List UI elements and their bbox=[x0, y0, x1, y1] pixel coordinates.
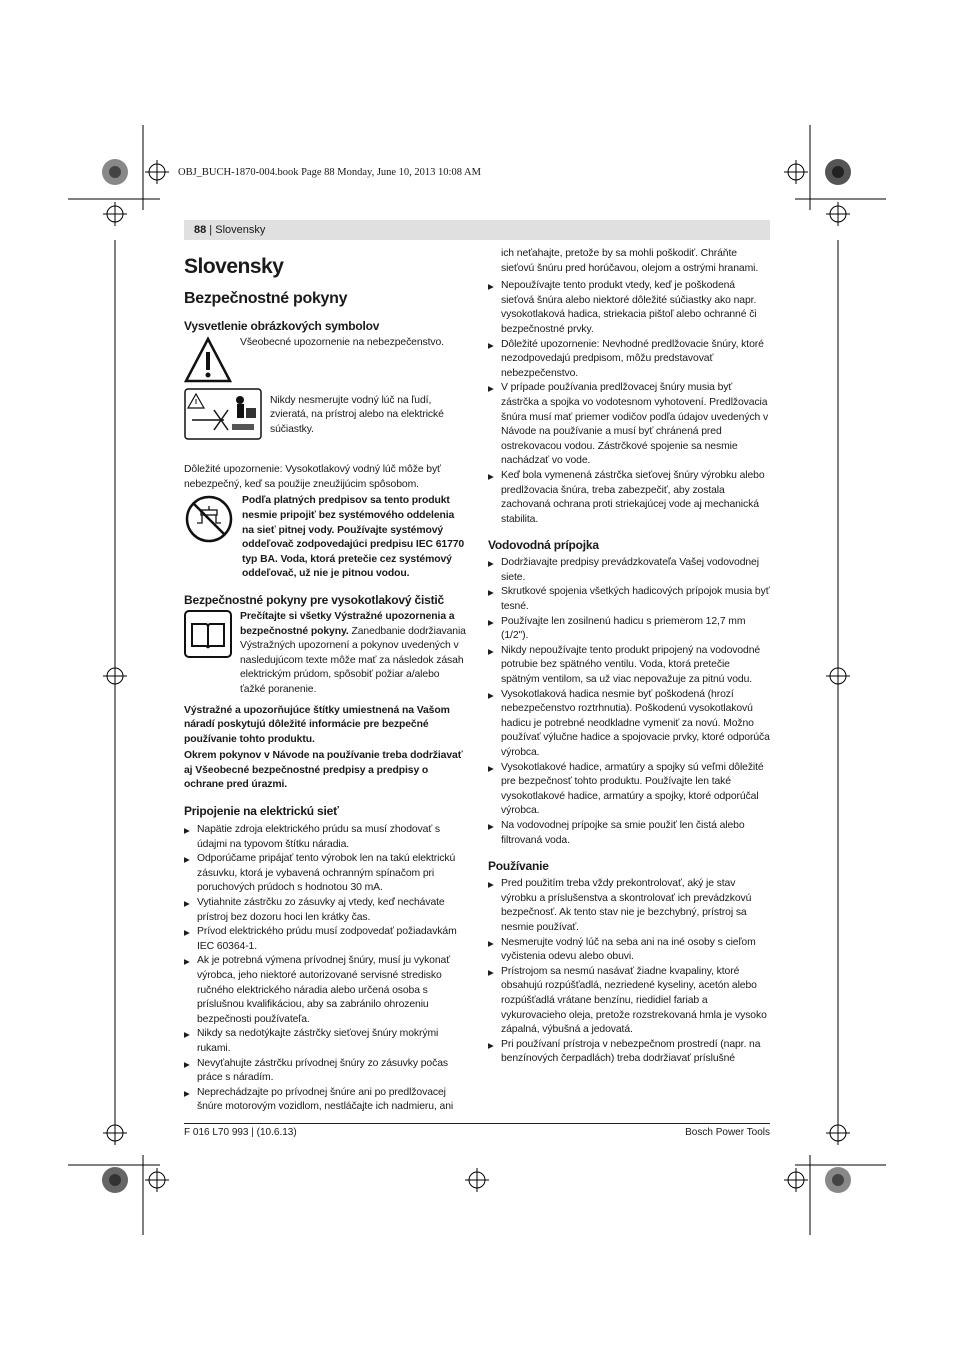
list-item: ▶ Vytiahnite zástrčku zo zásuvky aj vtedy, keď nechávate prístroj bez dozoru hoci len krátky čas. bbox=[184, 896, 466, 925]
list-item: ▶ Dôležité upozornenie: Nevhodné predlžovacie šnúry, ktoré nezodpovedajú predpisom, môžu predstavovať nebezpečenstvo. bbox=[488, 338, 770, 382]
footer-doc-code: F 016 L70 993 | (10.6.13) bbox=[184, 1127, 297, 1138]
footer-brand: Bosch Power Tools bbox=[685, 1127, 770, 1138]
list-item: ▶ Nevyťahujte zástrčku prívodnej šnúry zo zásuvky počas práce s náradím. bbox=[184, 1057, 466, 1086]
labels-paragraph: Výstražné a upozorňujúce štítky umiestnená na Vašom náradí poskytujú dôležité informácie pre bezpečné používanie tohto produktu. bbox=[184, 704, 450, 745]
page-title: Slovensky bbox=[184, 255, 284, 278]
general-rules-paragraph: Okrem pokynov v Návode na používanie treba dodržiavať aj Všeobecné bezpečnostné predpisy a predpisy o ochrane pred úrazmi. bbox=[184, 750, 463, 791]
read-manual-icon bbox=[184, 610, 232, 698]
list-item: ▶ Vysokotlakové hadice, armatúry a spojky sú veľmi dôležité pre bezpečnosť tohto produktu. Používajte len také vysokotlakové hadice, armatúry a spojky, ktoré odporúčal výrobca. bbox=[488, 761, 770, 819]
symbol-manual-text bbox=[240, 610, 466, 698]
section-title-safety: Bezpečnostné pokyny bbox=[184, 290, 348, 307]
heading-water-connection: Vodovodná prípojka bbox=[488, 538, 599, 553]
list-item: ▶ Odporúčame pripájať tento výrobok len na takú elektrickú zásuvku, ktorá je vybavená ochranným spínačom pri poruchových prúdoch s hodnotou 30 mA. bbox=[184, 852, 466, 896]
continued-text: ich neťahajte, pretože by sa mohli poškodiť. Chráňte sieťovú šnúru pred horúčavou, olejom a ostrými hranami. bbox=[501, 248, 759, 274]
page-header bbox=[194, 224, 265, 236]
heading-usage: Používanie bbox=[488, 859, 549, 874]
list-item: ▶ Nikdy nepoužívajte tento produkt pripojený na vodovodné potrubie bez spätného ventilu. Voda, ktorá pretečie spätným ventilom, sa už viac nepovažuje za pitnú vodu. bbox=[488, 644, 770, 688]
list-item: ▶ Nepoužívajte tento produkt vtedy, keď je poškodená sieťová šnúra alebo niektoré dôležité súčiastky ako napr. vysokotlaková hadica, striekacia pištoľ alebo ochranné či bezpečnostné prvky. bbox=[488, 279, 770, 337]
list-item: ▶ Pri používaní prístroja v nebezpečnom prostredí (napr. na benzínových čerpadlách) treba dodržiavať príslušné bbox=[488, 1038, 770, 1067]
important-note: Dôležité upozornenie: Vysokotlakový vodný lúč môže byť nebezpečný, keď sa použije zneužijúcim spôsobom. bbox=[184, 464, 441, 490]
symbol-jet-text: Nikdy nesmerujte vodný lúč na ľudí, zvieratá, na prístroj alebo na elektrické súčiastky. bbox=[270, 394, 444, 435]
list-item: ▶ Na vodovodnej prípojke sa smie použiť len čistá alebo filtrovaná voda. bbox=[488, 819, 770, 848]
list-item: ▶ Nesmerujte vodný lúč na seba ani na iné osoby s cieľom vyčistenia odevu alebo obuvi. bbox=[488, 936, 770, 965]
list-item: ▶ Pred použitím treba vždy prekontrolovať, aký je stav výrobku a príslušenstva a skontrolovať ich prevádzkovú bezpečnosť. Ak tento stav nie je bezchybný, prístroj sa nesmie používať. bbox=[488, 877, 770, 935]
symbol-row-jet bbox=[184, 388, 466, 446]
warning-triangle-icon bbox=[184, 336, 232, 390]
heading-symbols: Vysvetlenie obrázkových symbolov bbox=[184, 319, 380, 333]
list-item: ▶ Napätie zdroja elektrického prúdu sa musí zhodovať s údajmi na typovom štítku náradia. bbox=[184, 823, 466, 852]
right-column bbox=[488, 247, 770, 1067]
list-item: ▶ Skrutkové spojenia všetkých hadicových prípojok musia byť tesné. bbox=[488, 585, 770, 614]
list-item: ▶ Prístrojom sa nesmú nasávať žiadne kvapaliny, ktoré obsahujú rozpúšťadlá, nezriedené kyseliny, acetón alebo rozpúšťadlá vrátane benzínu, riedidiel fariab a vykurovacieho oleja, pretože rozstrekovaná hmla je vysoko zápalná, výbušná a jedovatá. bbox=[488, 965, 770, 1038]
symbol-row-warning bbox=[184, 336, 466, 390]
list-item: ▶ Neprechádzajte po prívodnej šnúre ani po predlžovacej šnúre motorovým vozidlom, nestláčajte ich nadmieru, ani bbox=[184, 1086, 466, 1115]
manual-warning-bold: Prečítajte si všetky Výstražné upozornenia a bezpečnostné pokyny. bbox=[240, 610, 455, 637]
list-item: ▶ Prívod elektrického prúdu musí zodpovedať požiadavkám IEC 60364-1. bbox=[184, 925, 466, 954]
list-item: ▶ Keď bola vymenená zástrčka sieťovej šnúry výrobku alebo predlžovacia šnúra, treba zabezpečiť, aby zostala zachovaná ochrana proti striekajúcej vode aj mechanická stabilita. bbox=[488, 469, 770, 527]
no-water-jet-icon bbox=[184, 388, 262, 446]
list-item: ▶ Ak je potrebná výmena prívodnej šnúry, musí ju vykonať výrobca, jeho niektoré autorizované servisné stredisko ručného elektrického náradia alebo určená osoba s príslušnou kvalifikáciou, aby sa zabránilo ohrozeniu bezpečnosti používateľa. bbox=[184, 954, 466, 1027]
list-item: ▶ Dodržiavajte predpisy prevádzkovateľa Vašej vodovodnej siete. bbox=[488, 556, 770, 585]
left-column bbox=[184, 254, 466, 1115]
list-item: ▶ Vysokotlaková hadica nesmie byť poškodená (hrozí nebezpečenstvo roztrhnutia). Poškodenú vysokotlakovú hadicu je potrebné neodkladne vymeniť za novú. Možno používať výlučne hadice a spojovacie prvky, ktoré odporúča výrobca. bbox=[488, 688, 770, 761]
manual-warning-text: Zanedbanie dodržiavania Výstražných upozornení a pokynov uvedených v nasledujúcom texte môže mať za následok zásah elektrickým prúdom, spôsobiť požiar a/alebo ťažké poranenie. bbox=[240, 625, 466, 695]
heading-pressure-washer-safety: Bezpečnostné pokyny pre vysokotlakový čistič bbox=[184, 592, 444, 607]
page-number: 88 bbox=[194, 224, 207, 236]
header-language: Slovensky bbox=[215, 224, 266, 236]
no-drinking-water-connection-icon bbox=[184, 494, 234, 582]
symbol-row-drinking-water bbox=[184, 494, 466, 582]
heading-electric-connection: Pripojenie na elektrickú sieť bbox=[184, 804, 339, 819]
footer-rule bbox=[184, 1123, 770, 1124]
header-separator: | bbox=[206, 224, 216, 236]
symbol-warning-text: Všeobecné upozornenie na nebezpečenstvo. bbox=[240, 337, 444, 348]
symbol-row-manual bbox=[184, 610, 466, 698]
list-item: ▶ Používajte len zosilnenú hadicu s priemerom 12,7 mm (1/2"). bbox=[488, 615, 770, 644]
print-info-line: OBJ_BUCH-1870-004.book Page 88 Monday, June 10, 2013 10:08 AM bbox=[178, 167, 481, 178]
list-item: ▶ Nikdy sa nedotýkajte zástrčky sieťovej šnúry mokrými rukami. bbox=[184, 1027, 466, 1056]
symbol-drinking-water-text: Podľa platných predpisov sa tento produkt nesmie pripojiť bez systémového oddelenia na sieť pitnej vody. Používajte systémový oddeľovač zodpovedajúci predpisu IEC 61770 typ BA. Voda, ktorá pretečie cez systémový oddeľovač, už nie je pitnou vodou. bbox=[242, 495, 465, 580]
header-bar bbox=[184, 220, 770, 240]
list-item: ▶ V prípade používania predlžovacej šnúry musia byť zástrčka a spojka vo vodotesnom vyhotovení. Predlžovacia šnúra musí mať priemer vodičov podľa údajov uvedených v Návode na používanie a musí byť chránená pred ostrekovacou vodou. Zástrčkové spojenie sa nesmie nachádzať vo vode. bbox=[488, 381, 770, 469]
